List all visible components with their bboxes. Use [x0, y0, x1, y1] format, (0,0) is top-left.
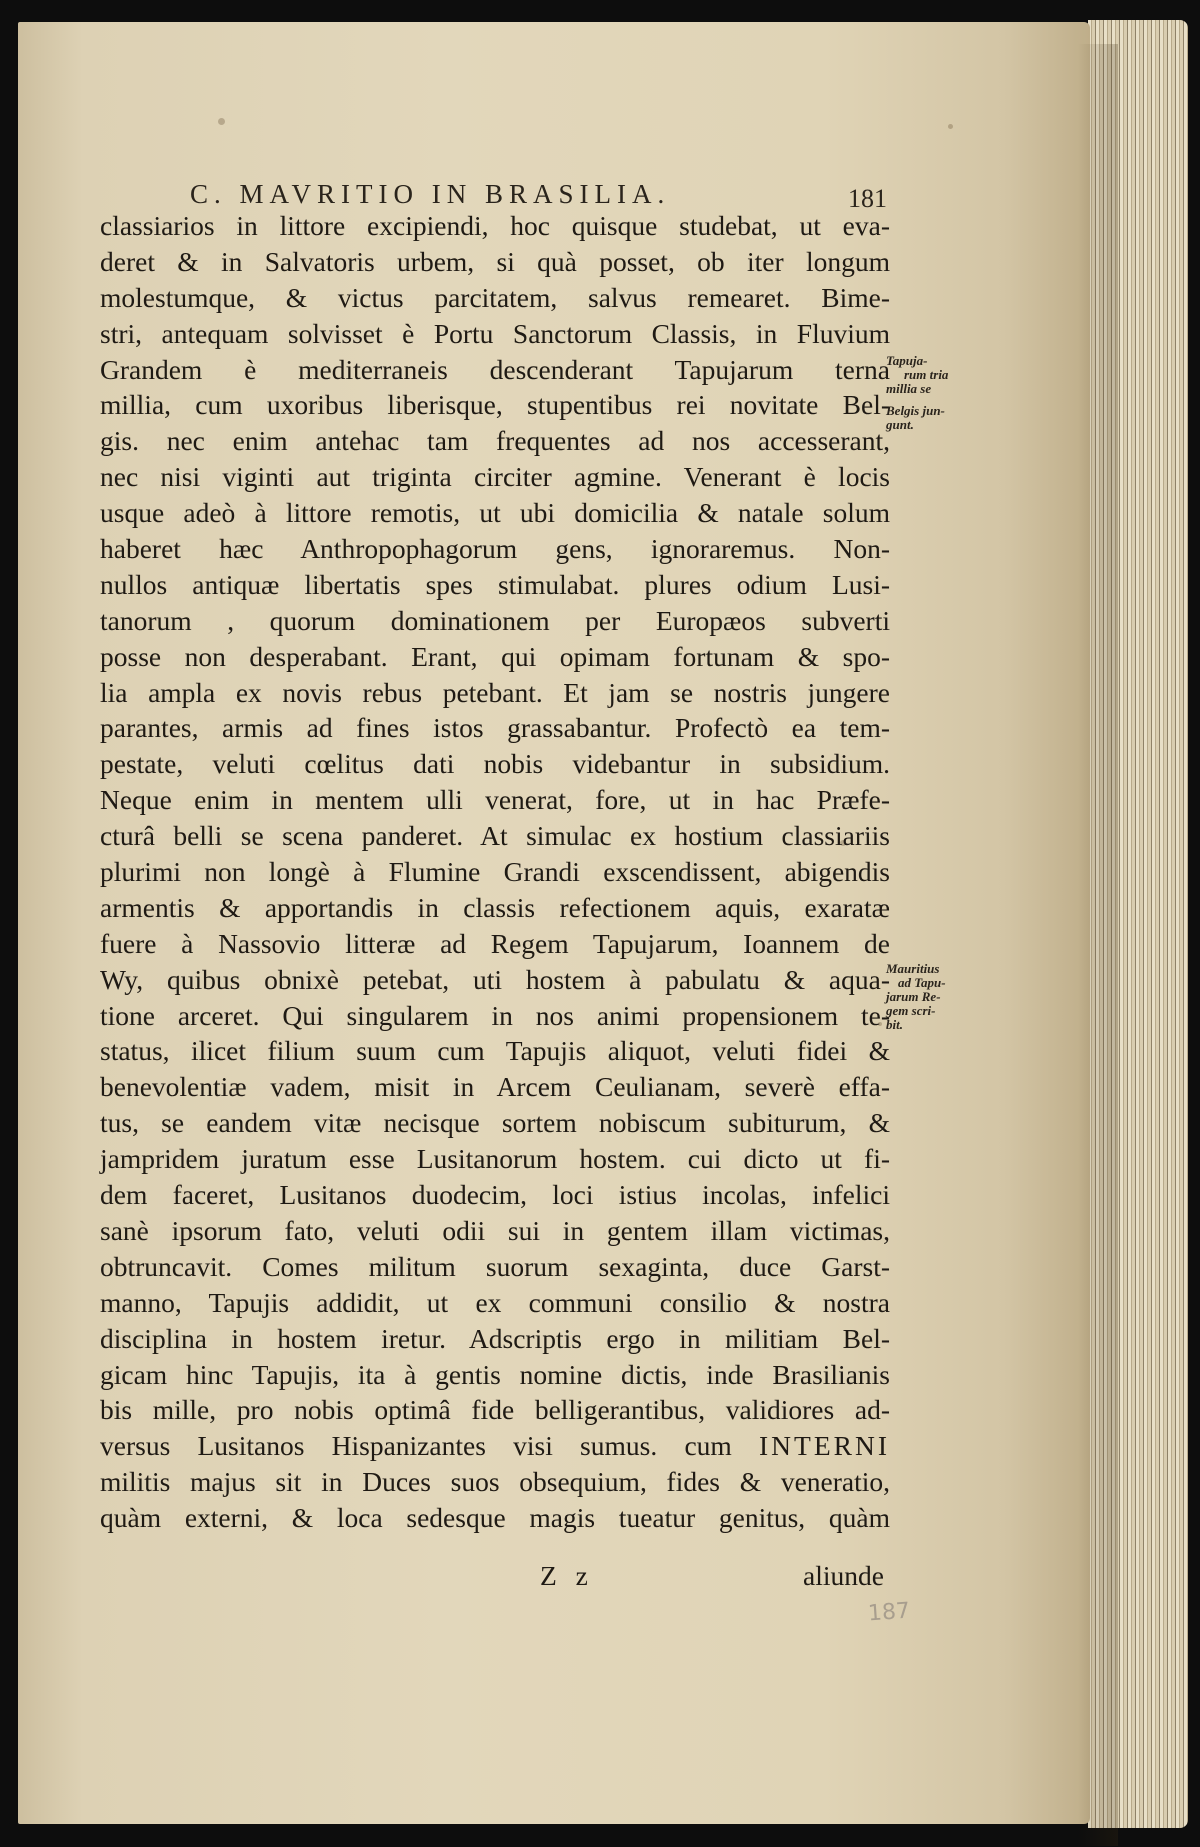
text-line: deret & in Salvatoris urbem, si quà posset, ob iter longum [100, 245, 890, 277]
marginal-note-line: millia se [886, 381, 932, 396]
book-page [18, 22, 1090, 1824]
text-line: nec nisi viginti aut triginta circiter agmine. Venerant è locis [100, 461, 890, 493]
text-line: fuere à Nassovio litteræ ad Regem Tapujarum, Ioannem de [100, 927, 890, 959]
text-line: obtruncavit. Comes militum suorum sexaginta, duce Garst- [100, 1250, 890, 1282]
text-line: sanè ipsorum fato, veluti odii sui in gentem illam victimas, [100, 1214, 890, 1246]
marginal-note-mauritius [886, 962, 976, 1032]
text-line: parantes, armis ad fines istos grassabantur. Profectò ea tem- [100, 712, 890, 744]
text-line: haberet hæc Anthropophagorum gens, ignoraremus. Non- [100, 533, 890, 565]
text-line: quàm externi, & loca sedesque magis tueatur genitus, quàm [100, 1502, 890, 1534]
marginal-note-line: Tapuja- [886, 353, 928, 368]
text-line: classiarios in littore excipiendi, hoc quisque studebat, ut eva- [100, 210, 890, 241]
marginal-note-line: jarum Re- [886, 989, 941, 1004]
catchword: aliunde [803, 1560, 884, 1591]
text-line: militis majus sit in Duces suos obsequium, fides & veneratio, [100, 1466, 890, 1498]
marginal-note-line: ad Tapu- [898, 975, 946, 990]
page-footer [100, 1560, 890, 1596]
text-line: gicam hinc Tapujis, ita à gentis nomine dictis, inde Brasilianis [100, 1358, 890, 1390]
marginal-note-tapujarum [886, 354, 976, 432]
text-line: pestate, veluti cœlitus dati nobis videbantur in subsidium. [100, 748, 890, 780]
text-line: lia ampla ex novis rebus petebant. Et jam se nostris jungere [100, 676, 890, 708]
marginal-note-line: Belgis jun- [886, 403, 945, 418]
text-line: benevolentiæ vadem, misit in Arcem Ceulianam, severè effa- [100, 1071, 890, 1103]
text-line: bis mille, pro nobis optimâ fide belligerantibus, validiores ad- [100, 1394, 890, 1426]
marginal-note-line: Mauritius [886, 961, 940, 976]
marginal-note-line: gunt. [886, 417, 914, 432]
text-line: Neque enim in mentem ulli venerat, fore, ut in hac Præfe- [100, 784, 890, 816]
text-line: posse non desperabant. Erant, qui opimam fortunam & spo- [100, 640, 890, 672]
text-line: gis. nec enim antehac tam frequentes ad nos accesserant, [100, 425, 890, 457]
text-line: disciplina in hostem iretur. Adscriptis ergo in militiam Bel- [100, 1322, 890, 1354]
text-line: jampridem juratum esse Lusitanorum hostem. cui dicto ut fi- [100, 1143, 890, 1175]
text-line: tione arceret. Qui singularem in nos animi propensionem te- [100, 999, 890, 1031]
text-line: versus Lusitanos Hispanizantes visi sumus. cum INTERNI [100, 1430, 890, 1462]
signature-mark: Z z [540, 1560, 594, 1591]
foxing-spot [218, 118, 225, 125]
gutter-shadow [1078, 44, 1118, 1846]
pencil-annotation: 187 [867, 1598, 911, 1627]
text-line: dem faceret, Lusitanos duodecim, loci istius incolas, infelici [100, 1179, 890, 1211]
text-line: tanorum , quorum dominationem per Europæos subverti [100, 604, 890, 636]
text-line: Wy, quibus obnixè petebat, uti hostem à pabulatu & aqua- [100, 963, 890, 995]
text-line: Grandem è mediterraneis descenderant Tapujarum terna [100, 353, 890, 385]
marginal-note-line: bit. [886, 1017, 903, 1032]
text-line: manno, Tapujis addidit, ut ex communi consilio & nostra [100, 1286, 890, 1318]
foxing-spot [948, 124, 953, 129]
small-caps-word: INTERNI [759, 1430, 890, 1462]
page-number: 181 [848, 184, 887, 213]
text-line: armentis & apportandis in classis refectionem aquis, exaratæ [100, 891, 890, 923]
text-line: usque adeò à littore remotis, ut ubi domicilia & natale solum [100, 497, 890, 529]
text-line: millia, cum uxoribus liberisque, stupentibus rei novitate Bel- [100, 389, 890, 421]
marginal-note-line: gem scri- [886, 1003, 936, 1018]
body-text [100, 208, 890, 1536]
text-line: cturâ belli se scena panderet. At simulac ex hostium classiariis [100, 820, 890, 852]
text-line: stri, antequam solvisset è Portu Sanctorum Classis, in Fluvium [100, 317, 890, 349]
text-line: tus, se eandem vitæ necisque sortem nobiscum subiturum, & [100, 1107, 890, 1139]
text-line: nullos antiquæ libertatis spes stimulabat. plures odium Lusi- [100, 568, 890, 600]
marginal-note-line: rum tria [904, 367, 949, 382]
running-head: C. MAVRITIO IN BRASILIA. [190, 179, 671, 209]
text-line: molestumque, & victus parcitatem, salvus remearet. Bime- [100, 281, 890, 313]
text-line: status, ilicet filium suum cum Tapujis aliquot, veluti fidei & [100, 1035, 890, 1067]
text-line: plurimi non longè à Flumine Grandi exscendissent, abigendis [100, 856, 890, 888]
